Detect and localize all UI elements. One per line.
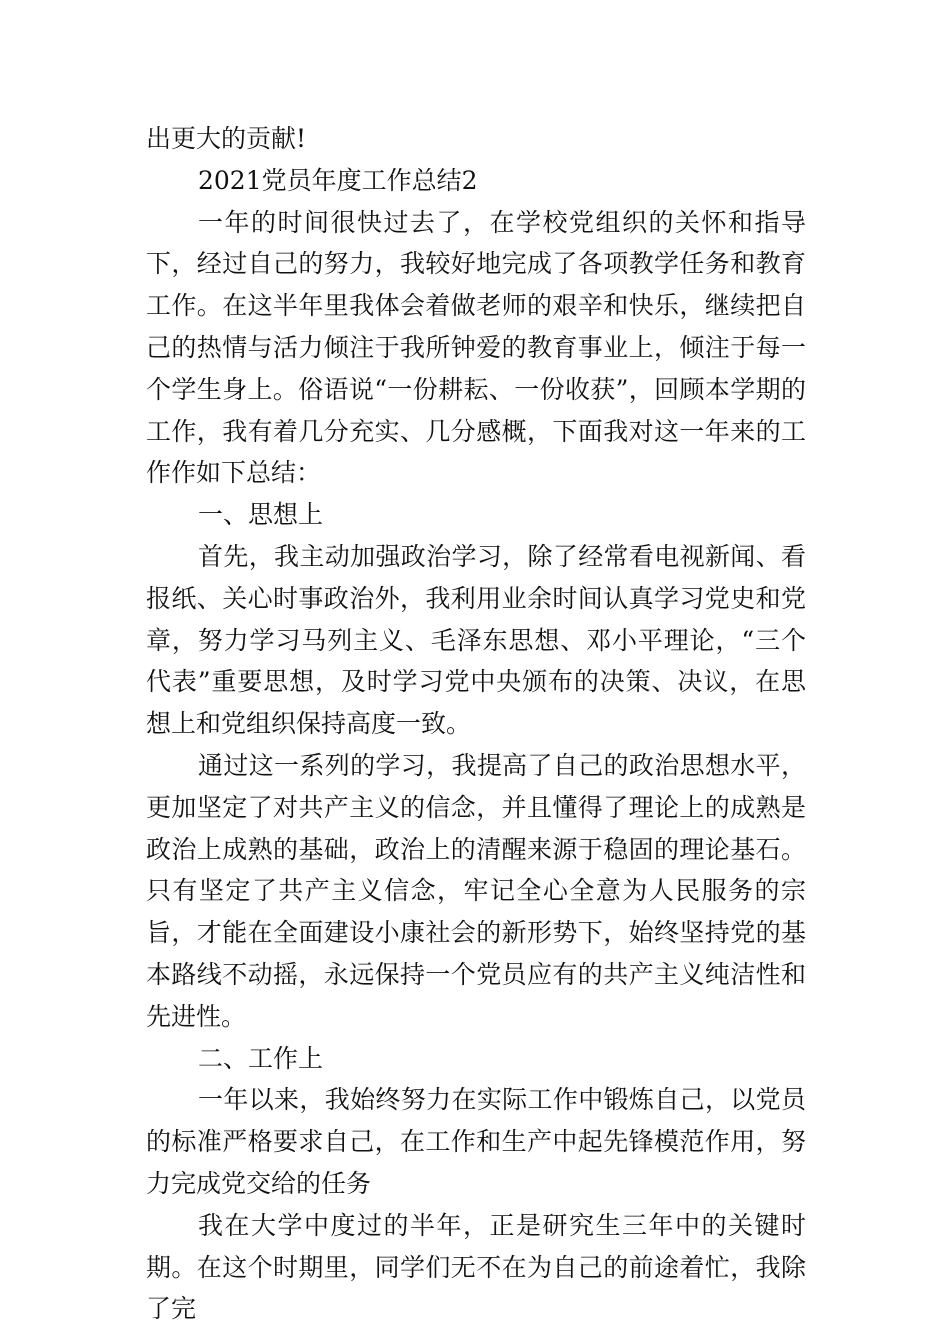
- paragraph-university-period: 我在大学中度过的半年，正是研究生三年中的关键时期。在这个时期里，同学们无不在为自己的前途着忙，我除了完: [146, 1210, 806, 1324]
- paragraph-closing-line: 出更大的贡献!: [146, 124, 307, 153]
- document-title: 2021党员年度工作总结2: [198, 165, 478, 195]
- paragraph-work-effort: 一年以来，我始终努力在实际工作中锻炼自己，以党员的标准严格要求自己，在工作和生产中起先锋模范作用，努力完成党交给的任务: [146, 1085, 806, 1198]
- paragraph-intro: 一年的时间很快过去了，在学校党组织的关怀和指导下，经过自己的努力，我较好地完成了各项教学任务和教育工作。在这半年里我体会着做老师的艰辛和快乐，继续把自己的热情与活力倾注于我所钟爱的教育事业上，倾注于每一个学生身上。俗语说“一份耕耘、一份收获”，回顾本学期的工作，我有着几分充实、几分感概，下面我对这一年来的工作作如下总结：: [146, 207, 806, 488]
- paragraph-study-results: 通过这一系列的学习，我提高了自己的政治思想水平，更加坚定了对共产主义的信念，并且懂得了理论上的成熟是政治上成熟的基础，政治上的清醒来源于稳固的理论基石。只有坚定了共产主义信念，牢记全心全意为人民服务的宗旨，才能在全面建设小康社会的新形势下，始终坚持党的基本路线不动摇，永远保持一个党员应有的共产主义纯洁性和先进性。: [146, 750, 806, 1031]
- section-heading-thought: 一、思想上: [198, 500, 324, 530]
- section-heading-work: 二、工作上: [198, 1043, 324, 1073]
- paragraph-political-study: 首先，我主动加强政治学习，除了经常看电视新闻、看报纸、关心时事政治外，我利用业余时间认真学习党史和党章，努力学习马列主义、毛泽东思想、邓小平理论，“三个代表”重要思想，及时学习党中央颁布的决策、决议，在思想上和党组织保持高度一致。: [146, 541, 806, 739]
- document-body: [146, 118, 806, 1330]
